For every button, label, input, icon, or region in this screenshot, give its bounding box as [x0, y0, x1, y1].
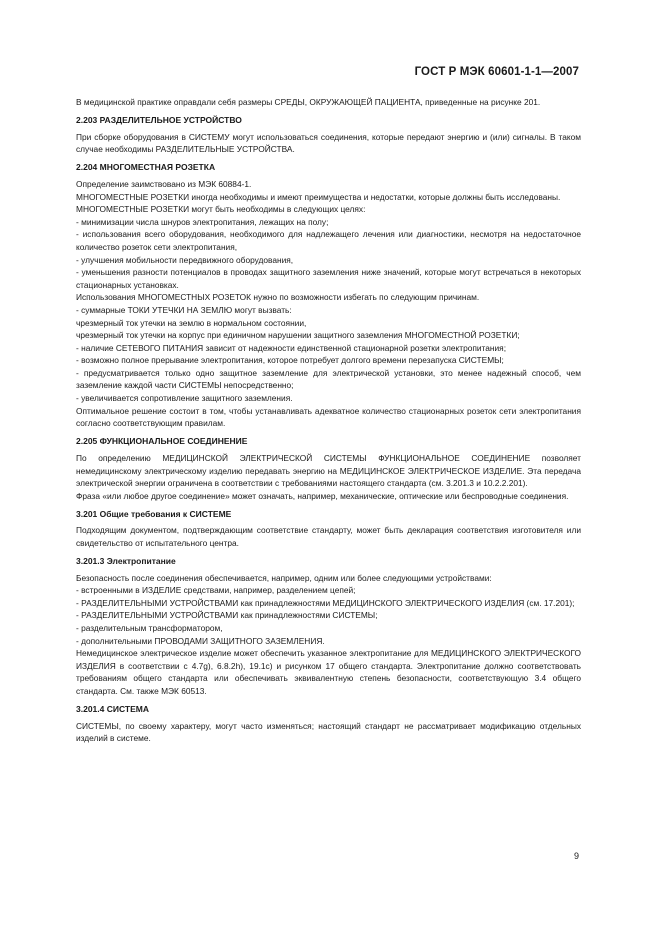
paragraph: Фраза «или любое другое соединение» может означать, например, механические, оптические или беспроводные соединения.	[76, 490, 569, 501]
paragraph: чрезмерный ток утечки на корпус при единичном нарушении защитного заземления МНОГОМЕСТНОЙ РОЗЕТКИ;	[76, 330, 520, 341]
paragraph: - суммарные ТОКИ УТЕЧКИ НА ЗЕМЛЮ могут вызвать:	[76, 304, 292, 315]
paragraph: Использования МНОГОМЕСТНЫХ РОЗЕТОК нужно по возможности избегать по следующим причинам.	[76, 292, 480, 303]
paragraph: - встроенными в ИЗДЕЛИЕ средствами, например, разделением цепей;	[76, 585, 356, 596]
paragraph: СИСТЕМЫ, по своему характеру, могут часто изменяться; настоящий стандарт не рассматривает модификацию отдельных изделий в системе.	[76, 720, 581, 744]
paragraph: МНОГОМЕСТНЫЕ РОЗЕТКИ иногда необходимы и имеют преимущества и недостатки, которые должны быть исследованы.	[76, 191, 561, 202]
paragraph: Определение заимствовано из МЭК 60884-1.	[76, 178, 252, 189]
section-heading: 2.205 ФУНКЦИОНАЛЬНОЕ СОЕДИНЕНИЕ	[76, 436, 248, 447]
paragraph: чрезмерный ток утечки на землю в нормальном состоянии,	[76, 317, 307, 328]
paragraph: - дополнительными ПРОВОДАМИ ЗАЩИТНОГО ЗАЗЕМЛЕНИЯ.	[76, 635, 325, 646]
section-heading: 3.201.4 СИСТЕМА	[76, 704, 149, 715]
paragraph: - уменьшения разности потенциалов в проводах защитного заземления ниже значений, которые могут встречаться в некоторых стационарных установках.	[76, 267, 581, 290]
paragraph: - РАЗДЕЛИТЕЛЬНЫМИ УСТРОЙСТВАМИ как принадлежностями МЕДИЦИНСКОГО ЭЛЕКТРИЧЕСКОГО ИЗДЕЛИЯ (см. 17.201);	[76, 597, 575, 608]
paragraph: - наличие СЕТЕВОГО ПИТАНИЯ зависит от надежности единственной стационарной розетки электропитания;	[76, 342, 507, 353]
paragraph: Подходящим документом, подтверждающим соответствие стандарту, может быть декларация соответствия изготовителя или свидетельство от испытательного центра.	[76, 525, 581, 548]
page-number: 9	[573, 851, 579, 861]
paragraph: - минимизации числа шнуров электропитания, лежащих на полу;	[76, 216, 329, 227]
paragraph: Немедицинское электрическое изделие может обеспечить указанное электропитание для МЕДИЦИНСКОГО ЭЛЕКТРИЧЕСКОГО ИЗДЕЛИЯ в соответствии с 4.7g), 6.8.2h), 19.1c) и рисунком 17 общего стандарта. Электропитание должно соответствовать требованиям общего стандарта или обеспечивать эквивалентную степень безопасности, соответствующую 3.4 общего стандарта. См. также МЭК 60513.	[76, 648, 581, 697]
paragraph: - разделительным трансформатором,	[76, 623, 223, 634]
paragraph: - увеличивается сопротивление защитного заземления.	[76, 393, 293, 404]
document-body	[76, 96, 581, 745]
paragraph: Безопасность после соединения обеспечивается, например, одним или более следующими устройствами:	[76, 572, 492, 583]
paragraph: Оптимальное решение состоит в том, чтобы устанавливать адекватное количество стационарных розеток сети электропитания согласно соответствующим правилам.	[76, 405, 581, 429]
paragraph: В медицинской практике оправдали себя размеры СРЕДЫ, ОКРУЖАЮЩЕЙ ПАЦИЕНТА, приведенные на рисунке 201.	[76, 97, 541, 107]
paragraph: МНОГОМЕСТНЫЕ РОЗЕТКИ могут быть необходимы в следующих целях:	[76, 204, 366, 215]
paragraph: - РАЗДЕЛИТЕЛЬНЫМИ УСТРОЙСТВАМИ как принадлежностями СИСТЕМЫ;	[76, 610, 378, 621]
section-heading: 2.203 РАЗДЕЛИТЕЛЬНОЕ УСТРОЙСТВО	[76, 115, 242, 126]
section-heading: 2.204 МНОГОМЕСТНАЯ РОЗЕТКА	[76, 162, 216, 173]
paragraph: По определению МЕДИЦИНСКОЙ ЭЛЕКТРИЧЕСКОЙ СИСТЕМЫ ФУНКЦИОНАЛЬНОЕ СОЕДИНЕНИЕ позволяет немедицинскому электрическому изделию передавать энергию на МЕДИЦИНСКОЕ ЭЛЕКТРИЧЕСКОЕ ИЗДЕЛИЕ. Эта передача электрической энергии ограничена в соответствии с требованиями настоящего стандарта (см. 3.201.3 и 10.2.2.201).	[76, 452, 581, 489]
paragraph: - улучшения мобильности передвижного оборудования,	[76, 254, 294, 265]
section-heading: 3.201 Общие требования к СИСТЕМЕ	[76, 508, 232, 519]
section-heading: 3.201.3 Электропитание	[76, 556, 176, 567]
document-header: ГОСТ Р МЭК 60601-1-1—2007	[414, 66, 579, 78]
paragraph: - возможно полное прерывание электропитания, которое потребует долгого времени перезапуска СИСТЕМЫ;	[76, 355, 504, 366]
paragraph: - использования всего оборудования, необходимого для надлежащего лечения или диагностики, несмотря на недостаточное количество розеток сети электропитания,	[76, 229, 581, 252]
paragraph: - предусматривается только одно защитное заземление для электрической установки, это менее надежный способ, чем заземление каждой части СИСТЕМЫ непосредственно;	[76, 367, 581, 391]
paragraph: При сборке оборудования в СИСТЕМУ могут использоваться соединения, которые передают энергию и (или) сигналы. В таком случае необходимы РАЗДЕЛИТЕЛЬНЫЕ УСТРОЙСТВА.	[76, 131, 581, 155]
